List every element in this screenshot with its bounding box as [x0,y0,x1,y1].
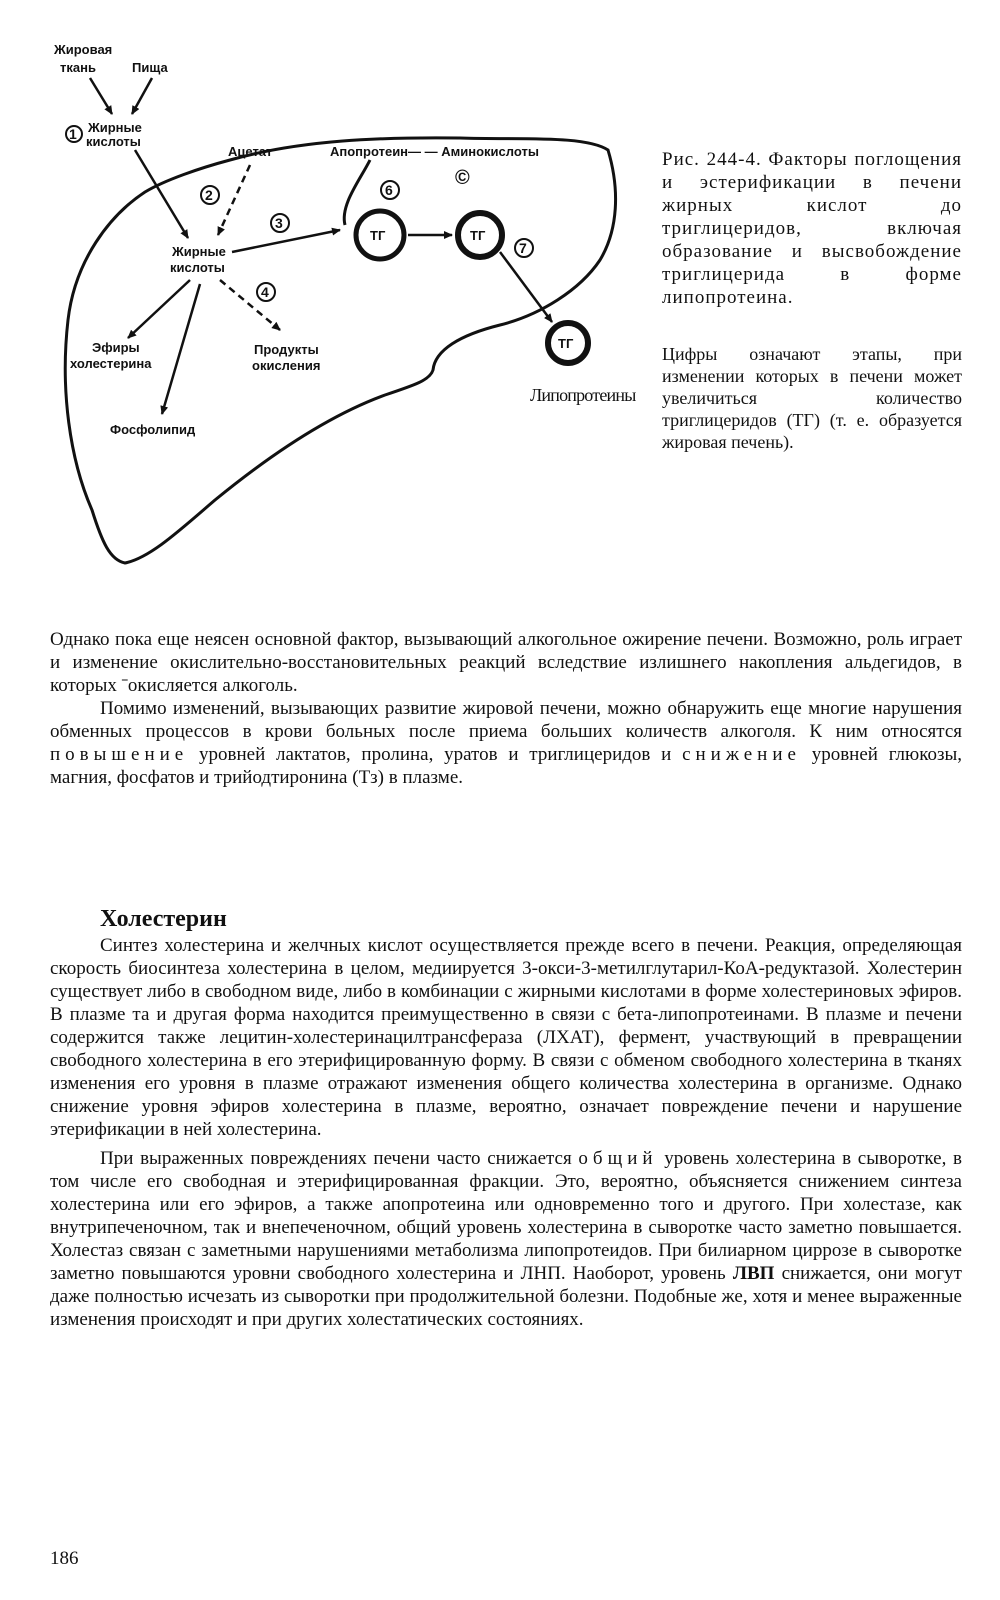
figure-caption-note: Цифры означают этапы, при изменении которых в печени может увеличиться количество триглицеридов (ТГ) (т. е. образуется жировая печень). [662,344,962,452]
label-food: Пища [132,60,168,75]
liver-outline [65,138,615,563]
step-6-marker: 6 [385,182,393,198]
paragraph-3: Синтез холестерина и желчных кислот осуществляется прежде всего в печени. Реакция, определяющая скорость биосинтеза холестерина в целом, медиируется 3-окси-3-метилглутарил-КоА-редуктазой. Холестерин существует либо в свободном виде, либо в комбинации с жирными кислотами в форме холестериновых эфиров. В плазме та и другая форма находится преимущественно в связи с бета-липопротеинами. В плазме и печени содержится также лецитин-холестеринацилтрансфераза (ЛХАТ), фермент, участвующий в превращении свободного холестерина в его этерифицированную форму. В связи с обменом свободного холестерина в тканях изменения его уровня в плазме отражают изменения общего количества холестерина в организме. Однако снижение уровня эфиров холестерина в плазме, вероятно, означает повреждение печени и нарушение этерификации в ней холестерина. [50,935,962,1140]
step-3-marker: 4 [261,284,269,300]
tg-1: ТГ [370,228,386,243]
label-esters-1: Эфиры [92,340,140,355]
paragraph-1: Однако пока еще неясен основной фактор, вызывающий алкогольное ожирение печени. Возможно, роль играет и изменение окислительно-восстановительных реакций вследствие излишнего накопления альдегидов, в которых ˉокисляется алкоголь. [50,629,962,696]
label-fatty-acids-mid-1: Жирные [172,244,226,259]
label-c-marker: © [455,167,470,189]
emphasis-increase: повышение [50,744,189,765]
page-number: 186 [50,1548,79,1569]
step-7-marker: 7 [519,240,527,256]
liver-diagram [40,30,660,590]
label-fatty-acids-mid-2: кислоты [170,260,225,275]
paragraph-4-part-c: уровень холестерина в сыворотке, в том числе его свободная и этерифицированная фракции. Это, вероятно, объясняется снижением синтеза холестерина или его эфиров, а также апопротеина или одновременно того и другого. При холестазе, как внутрипеченочном, так и внепеченочном, общий уровень холестерина в сыворотке часто заметно повышается. Холестаз связан с заметными нарушениями метаболизма липопротеидов. При билиарном циррозе в сыворотке заметно повышаются уровни свободного холестерина и ЛНП. Наоборот, уровень [50,1148,962,1284]
label-phospholipid: Фосфолипид [110,422,196,437]
text-block-1 [50,628,962,789]
emphasis-total: общий [578,1148,658,1169]
liver-diagram-svg [40,30,660,590]
label-fatty-acids-top-1: Жирные [88,120,142,135]
paragraph-4-part-a: При выраженных повреждениях печени часто снижается [100,1148,579,1169]
paragraph-4-part-e: снижается, они могут даже полностью исчезать из сыворотки при продолжительной болезни. Подобные же, хотя и менее выраженные изменения происходят и при других холестатических состояниях. [50,1263,962,1330]
tg-3: ТГ [558,336,574,351]
step-2-marker: 2 [205,187,213,203]
step-4-marker: 3 [275,215,283,231]
emphasis-hdl: ЛВП [732,1263,775,1284]
label-apoprotein: Апопротеин— — Аминокислоты [330,144,539,159]
paragraph-2 [50,697,962,789]
label-products-1: Продукты [254,342,319,357]
tg-2: ТГ [470,228,486,243]
label-acetate: Ацетат [228,144,273,159]
step-1-marker: 1 [69,126,77,142]
figure-caption: Рис. 244-4. Факторы поглощения и эстерификации в печени жирных кислот до триглицеридов, включая образование и высвобождение триглицерида в форме липопротеина. [662,149,962,308]
paragraph-2-part-a: Помимо изменений, вызывающих развитие жировой печени, можно обнаружить еще многие нарушения обменных процессов в крови больных после приема больших количеств алкоголя. К ним относятся [50,698,962,742]
paragraph-2-part-c: уровней лактатов, пролина, уратов и триглицеридов и [188,744,683,765]
section-heading: Холестерин [100,906,227,932]
text-block-2 [50,934,962,1331]
paragraph-2-part-e: уровней глюкозы, магния, фосфатов и трийодтиронина (Тз) в плазме. [50,744,962,788]
label-adipose: Жировая [54,42,113,57]
label-esters-2: холестерина [70,356,152,371]
lipoproteins-label: Липопротеины [530,385,636,405]
label-tissue: ткань [60,60,96,75]
label-fatty-acids-top-2: кислоты [86,134,141,149]
emphasis-decrease: снижение [682,744,801,765]
label-products-2: окисления [252,358,321,373]
paragraph-4 [50,1147,962,1331]
